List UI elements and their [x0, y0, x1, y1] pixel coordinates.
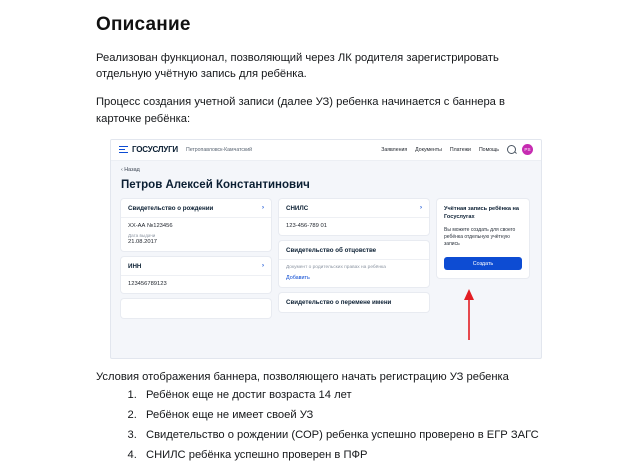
column-right: [437, 199, 529, 278]
card-title: СНИЛС: [286, 204, 309, 212]
card-name-change[interactable]: [279, 293, 429, 312]
child-account-banner: [437, 199, 529, 278]
card-title: Свидетельство об отцовстве: [286, 246, 377, 254]
nav-item-dokumenty[interactable]: Документы: [415, 146, 442, 153]
divider: [121, 217, 271, 218]
create-button[interactable]: Создать: [444, 257, 522, 270]
list-item: 3. Свидетельство о рождении (СОР) ребенка успешно проверено в ЕГР ЗАГС: [140, 429, 614, 441]
banner-text: Вы можете создать для своего ребёнка отдельную учётную запись: [444, 226, 516, 248]
red-arrow-annotation: [463, 288, 475, 340]
paragraph-1: Реализован функционал, позволяющий через ЛК родителя зарегистрировать отдельную учётную запись для ребёнка.: [96, 52, 499, 81]
list-item: 1. Ребёнок еще не достиг возраста 14 лет: [140, 389, 614, 401]
person-name: Петров Алексей Константинович: [121, 178, 310, 191]
nav-item-platezhi[interactable]: Платежи: [449, 146, 471, 153]
conditions-intro: Условия отображения баннера, позволяющего начать регистрацию УЗ ребенка: [96, 370, 509, 383]
card-value: 123-456-789 01: [286, 222, 327, 229]
divider: [279, 259, 429, 260]
card-title: ИНН: [128, 262, 142, 270]
card-inn[interactable]: [121, 257, 271, 293]
card-header: [286, 205, 422, 212]
card-snils[interactable]: [279, 199, 429, 235]
divider: [121, 275, 271, 276]
gosuslugi-logo: ГОСУСЛУГИ: [132, 145, 178, 155]
chevron-right-icon[interactable]: ›: [262, 263, 264, 270]
nav-item-zayavleniya[interactable]: Заявления: [381, 146, 408, 153]
embedded-screenshot: [110, 139, 542, 359]
card-note: Документ о родительских правах на ребёнка: [286, 264, 386, 270]
menu-icon[interactable]: [119, 146, 128, 153]
card-birth-certificate[interactable]: [121, 199, 271, 251]
card-header: [286, 247, 422, 254]
search-icon[interactable]: [507, 145, 516, 154]
chevron-right-icon[interactable]: ›: [262, 205, 264, 212]
card-value: 123456789123: [128, 280, 167, 287]
card-paternity[interactable]: [279, 241, 429, 287]
column-left: [121, 199, 271, 318]
list-item: 4. СНИЛС ребёнка успешно проверен в ПФР: [140, 449, 614, 461]
add-link[interactable]: Добавить: [286, 275, 310, 282]
card-header: [286, 299, 422, 306]
card-header: [128, 263, 264, 270]
paragraph-2: Процесс создания учетной записи (далее УЗ) ребенка начинается с баннера в карточке ребёнка:: [96, 96, 505, 125]
portal-nav: [381, 147, 499, 153]
card-value: XX-АА №123456: [128, 222, 173, 229]
card-title: Свидетельство о перемене имени: [286, 299, 392, 307]
portal-header: [111, 140, 541, 161]
column-middle: [279, 199, 429, 312]
banner-title: Учётная запись ребёнка на Госуслугах: [444, 205, 519, 220]
city-label[interactable]: Петропавловск-Камчатский: [185, 146, 253, 153]
chevron-right-icon[interactable]: ›: [420, 205, 422, 212]
page-title: Описание: [96, 14, 191, 35]
card-sub-label: Дата выдачи: [128, 232, 156, 238]
portal-body: [111, 161, 541, 318]
card-title: Свидетельство о рождении: [128, 204, 214, 212]
avatar[interactable]: PS: [522, 144, 533, 155]
card-extra-left[interactable]: [121, 299, 271, 318]
card-sub-value: 21.08.2017: [128, 238, 158, 245]
conditions-list: [96, 389, 614, 461]
list-item: 2. Ребёнок еще не имеет своей УЗ: [140, 409, 614, 421]
nav-item-pomoshch[interactable]: Помощь: [478, 146, 499, 153]
card-header: [128, 205, 264, 212]
back-link[interactable]: ‹ Назад: [121, 166, 140, 173]
divider: [279, 217, 429, 218]
